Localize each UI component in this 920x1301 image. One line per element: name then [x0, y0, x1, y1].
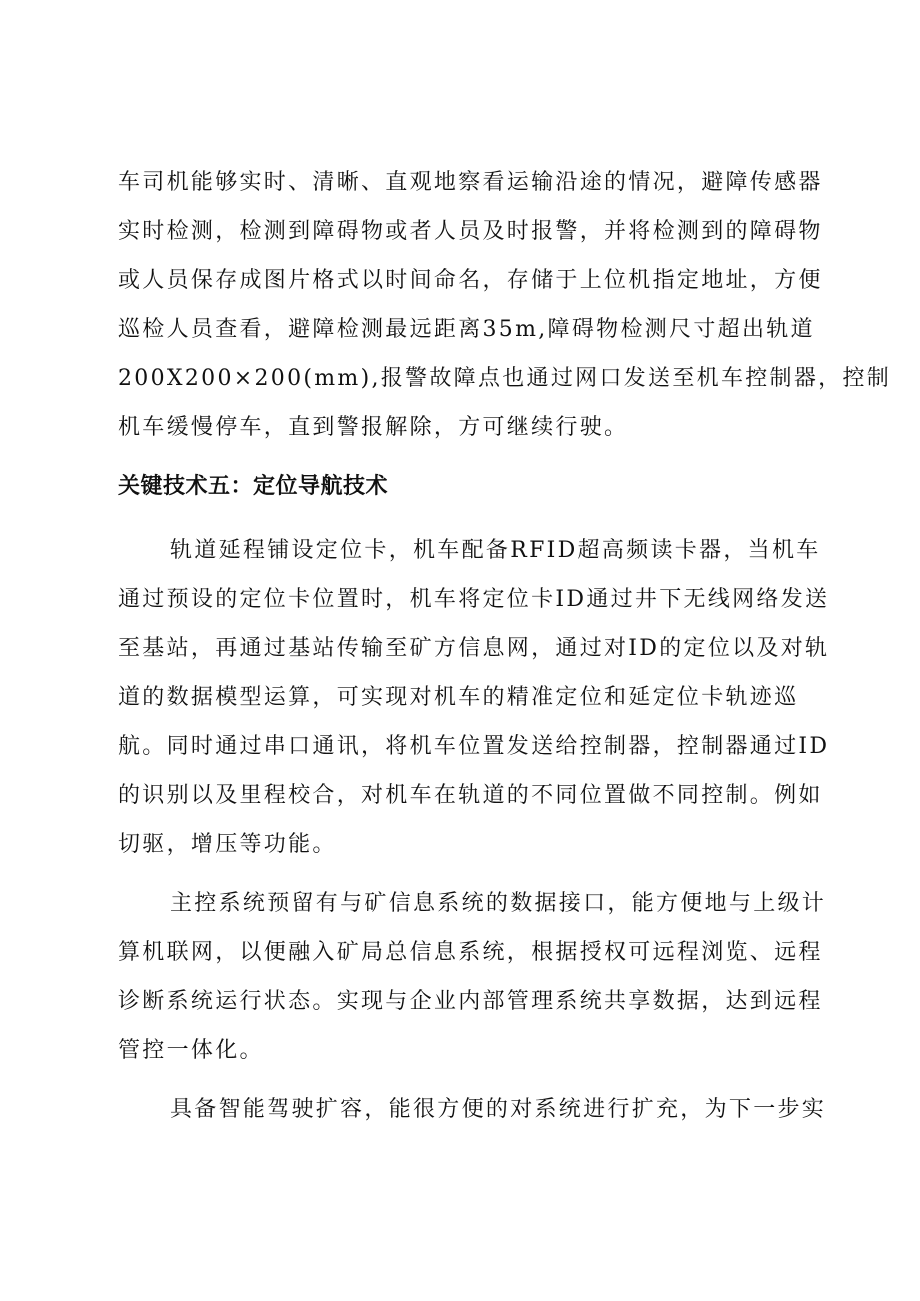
text-line: 管控一体化。 [118, 1038, 264, 1063]
text-line: 车司机能够实时、清晰、直观地察看运输沿途的情况，避障传感器 [118, 170, 823, 195]
text-line: 机车缓慢停车，直到警报解除，方可继续行驶。 [118, 415, 629, 440]
section-heading: 关键技术五：定位导航技术 [118, 474, 389, 499]
text-line: 切驱，增压等功能。 [118, 832, 337, 857]
text-line: 算机联网，以便融入矿局总信息系统，根据授权可远程浏览、远程 [118, 940, 823, 965]
text-line: 或人员保存成图片格式以时间命名，存储于上位机指定地址，方便 [118, 268, 823, 293]
text-line: 诊断系统运行状态。实现与企业内部管理系统共享数据，达到远程 [118, 989, 823, 1014]
text-line: 实时检测，检测到障碍物或者人员及时报警，并将检测到的障碍物 [118, 219, 823, 244]
text-line: 轨道延程铺设定位卡，机车配备RFID超高频读卡器，当机车 [170, 538, 821, 563]
text-line: 巡检人员查看，避障检测最远距离35m,障碍物检测尺寸超出轨道 [118, 317, 815, 342]
text-line: 具备智能驾驶扩容，能很方便的对系统进行扩充，为下一步实 [170, 1097, 827, 1122]
text-line: 至基站，再通过基站传输至矿方信息网，通过对ID的定位以及对轨 [118, 636, 830, 661]
text-line: 通过预设的定位卡位置时，机车将定位卡ID通过井下无线网络发送 [118, 587, 830, 612]
text-line: 道的数据模型运算，可实现对机车的精准定位和延定位卡轨迹巡 [118, 685, 799, 710]
text-line: 航。同时通过串口通讯，将机车位置发送给控制器，控制器通过ID [118, 734, 830, 759]
text-line: 200X200×200(mm),报警故障点也通过网口发送至机车控制器，控制 [118, 366, 892, 391]
text-line: 的识别以及里程校合，对机车在轨道的不同位置做不同控制。例如 [118, 783, 823, 808]
text-line: 主控系统预留有与矿信息系统的数据接口，能方便地与上级计 [170, 891, 827, 916]
